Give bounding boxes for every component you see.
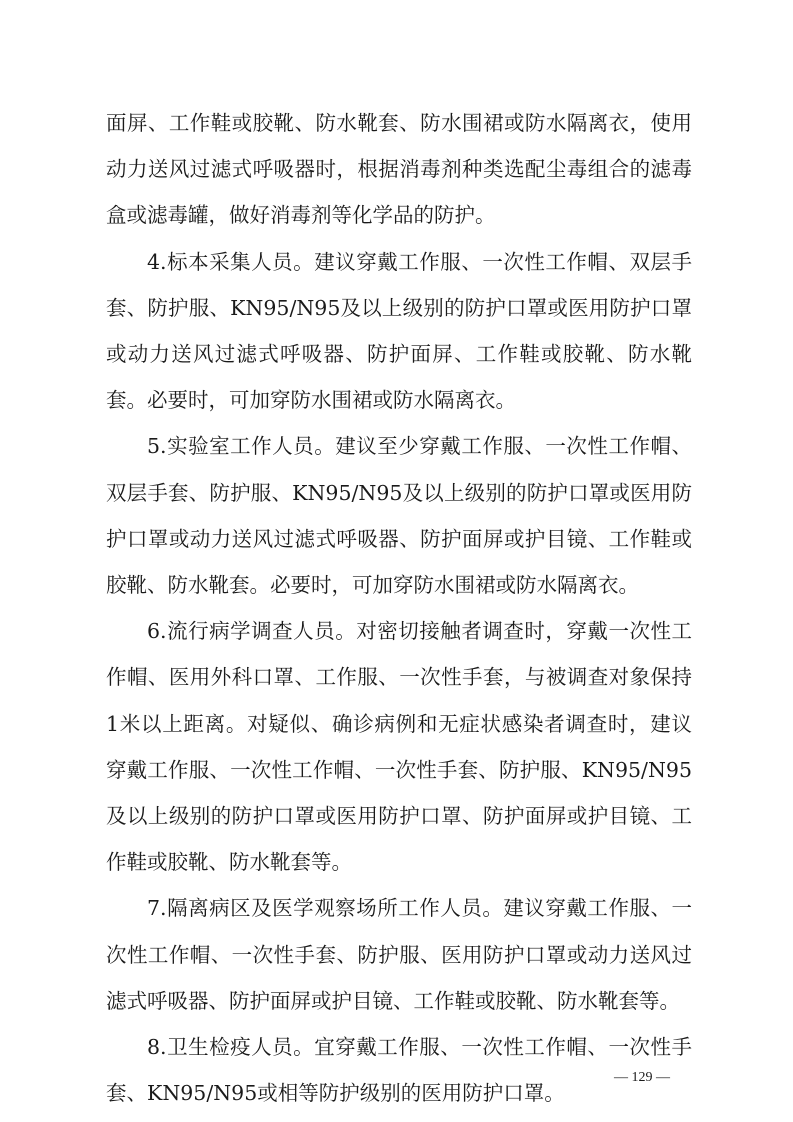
paragraph-isolation-ward-staff: 7.隔离病区及医学观察场所工作人员。建议穿戴工作服、一次性工作帽、一次性手套、防护服、医用防护口罩或动力送风过滤式呼吸器、防护面屏或护目镜、工作鞋或胶靴、防水靴套等。 <box>106 896 692 1013</box>
document-body <box>106 100 692 1116</box>
paragraph-laboratory-staff: 5.实验室工作人员。建议至少穿戴工作服、一次性工作帽、双层手套、防护服、KN95/N95及以上级别的防护口罩或医用防护口罩或动力送风过滤式呼吸器、防护面屏或护目镜、工作鞋或胶靴、防水靴套。必要时，可加穿防水围裙或防水隔离衣。 <box>106 434 692 598</box>
paragraph-health-quarantine-staff: 8.卫生检疫人员。宜穿戴工作服、一次性工作帽、一次性手套、KN95/N95或相等防护级别的医用防护口罩。 <box>106 1035 692 1106</box>
paragraph-epidemiological-investigators: 6.流行病学调查人员。对密切接触者调查时，穿戴一次性工作帽、医用外科口罩、工作服、一次性手套，与被调查对象保持1米以上距离。对疑似、确诊病例和无症状感染者调查时，建议穿戴工作服、一次性工作帽、一次性手套、防护服、KN95/N95及以上级别的防护口罩或医用防护口罩、防护面屏或护目镜、工作鞋或胶靴、防水靴套等。 <box>106 619 692 875</box>
paragraph-continued: 面屏、工作鞋或胶靴、防水靴套、防水围裙或防水隔离衣，使用动力送风过滤式呼吸器时，根据消毒剂种类选配尘毒组合的滤毒盒或滤毒罐，做好消毒剂等化学品的防护。 <box>106 111 692 228</box>
page-number: — 129 — <box>614 1070 670 1085</box>
paragraph-specimen-collection: 4.标本采集人员。建议穿戴工作服、一次性工作帽、双层手套、防护服、KN95/N95及以上级别的防护口罩或医用防护口罩或动力送风过滤式呼吸器、防护面屏、工作鞋或胶靴、防水靴套。必要时，可加穿防水围裙或防水隔离衣。 <box>106 249 692 413</box>
